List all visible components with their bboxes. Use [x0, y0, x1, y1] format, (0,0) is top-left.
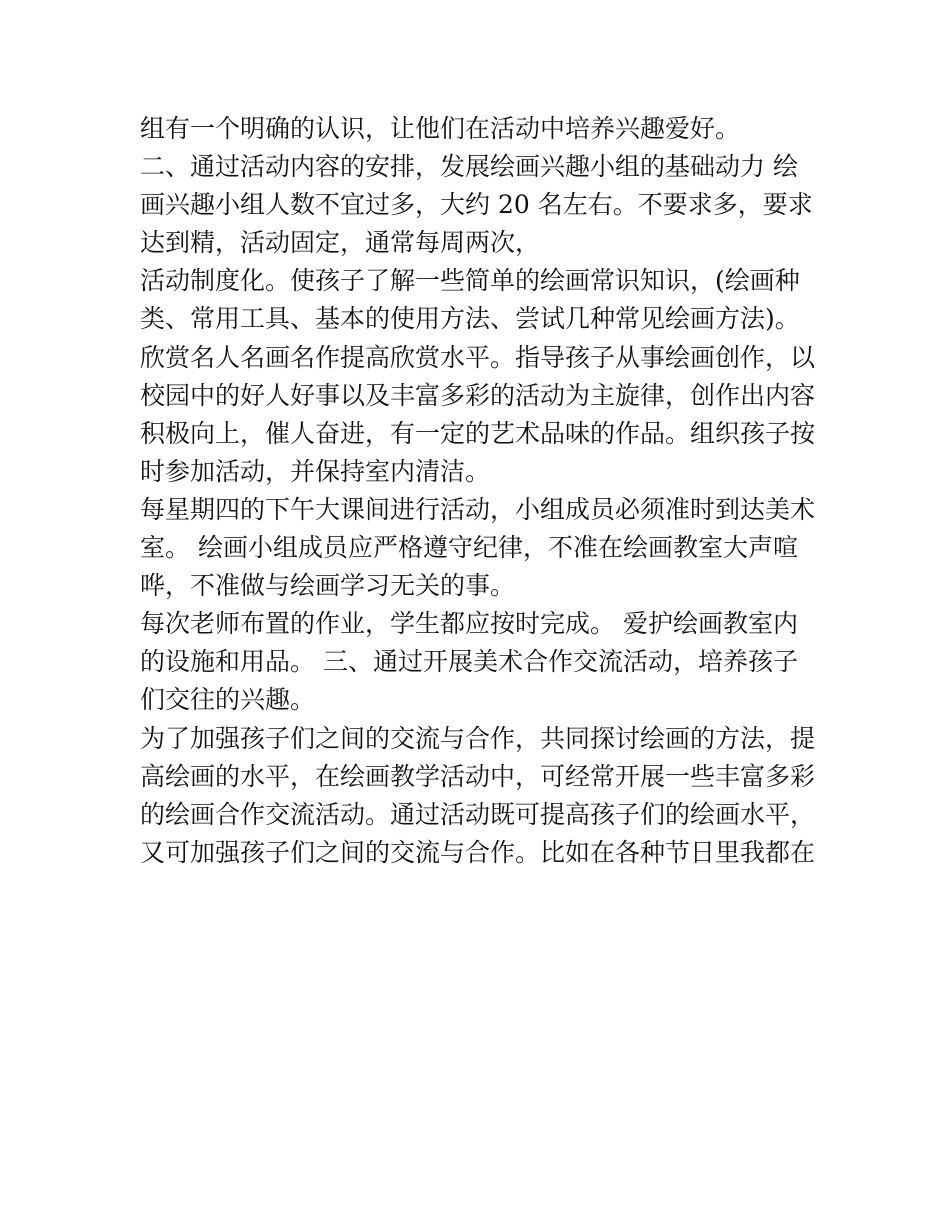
- text-line: 活动制度化。使孩子了解一些简单的绘画常识知识，(绘画种: [140, 266, 800, 296]
- text-line: 欣赏名人名画名作提高欣赏水平。指导孩子从事绘画创作，以: [140, 342, 816, 372]
- text-line: 画兴趣小组人数不宜过多，大约 20 名左右。不要求多，要求: [140, 190, 813, 220]
- text-line: 的绘画合作交流活动。通过活动既可提高孩子们的绘画水平，: [140, 799, 816, 829]
- text-line: 时参加活动，并保持室内清洁。: [140, 456, 491, 486]
- body-text: [140, 110, 820, 872]
- text-line: 每星期四的下午大课间进行活动，小组成员必须准时到达美术: [140, 494, 816, 524]
- text-line: 的设施和用品。 三、通过开展美术合作交流活动，培养孩子: [140, 647, 798, 677]
- text-line: 积极向上，催人奋进，有一定的艺术品味的作品。组织孩子按: [140, 418, 816, 448]
- text-line: 哗，不准做与绘画学习无关的事。: [140, 571, 516, 601]
- text-line: 类、常用工具、基本的使用方法、尝试几种常见绘画方法)。: [140, 304, 800, 334]
- text-line: 二、通过活动内容的安排，发展绘画兴趣小组的基础动力 绘: [140, 152, 798, 182]
- text-line: 又可加强孩子们之间的交流与合作。比如在各种节日里我都在: [140, 837, 816, 867]
- text-line: 们交往的兴趣。: [140, 685, 316, 715]
- text-line: 组有一个明确的认识，让他们在活动中培养兴趣爱好。: [140, 114, 741, 143]
- text-line: 校园中的好人好事以及丰富多彩的活动为主旋律，创作出内容: [140, 380, 816, 410]
- text-line: 高绘画的水平，在绘画教学活动中，可经常开展一些丰富多彩: [140, 761, 816, 791]
- text-line: 每次老师布置的作业，学生都应按时完成。 爱护绘画教室内: [140, 609, 798, 639]
- text-line: 室。 绘画小组成员应严格遵守纪律，不准在绘画教室大声喧: [140, 533, 798, 563]
- text-line: 达到精，活动固定，通常每周两次，: [140, 228, 541, 258]
- text-line: 为了加强孩子们之间的交流与合作，共同探讨绘画的方法，提: [140, 723, 816, 753]
